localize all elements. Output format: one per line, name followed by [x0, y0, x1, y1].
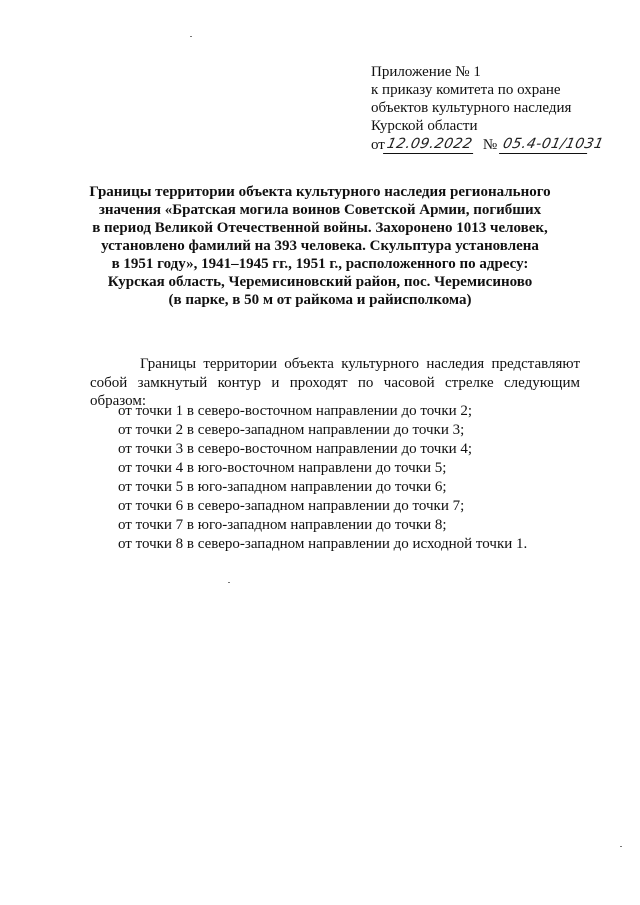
- boundary-point-item: от точки 2 в северо-западном направлении до точки 3;: [118, 422, 465, 438]
- title-line: (в парке, в 50 м от райкома и райисполкома): [168, 292, 472, 308]
- date-prefix: от: [371, 137, 385, 153]
- scan-speck: [228, 582, 230, 583]
- appendix-line: к приказу комитета по охране: [371, 82, 561, 98]
- scan-speck: [620, 846, 622, 847]
- number-prefix: №: [482, 137, 498, 153]
- appendix-line: Курской области: [371, 118, 478, 134]
- order-date: 12.09.2022: [383, 135, 477, 154]
- boundary-point-item: от точки 4 в юго-восточном направлени до точки 5;: [118, 460, 447, 476]
- boundary-point-item: от точки 6 в северо-западном направлении до точки 7;: [118, 498, 465, 514]
- order-number: 05.4-01/1031: [499, 135, 591, 154]
- order-reference: [371, 135, 621, 154]
- boundary-point-item: от точки 7 в юго-западном направлении до точки 8;: [118, 517, 447, 533]
- appendix-line: Приложение № 1: [371, 64, 481, 80]
- intro-paragraph: Границы территории объекта культурного наследия представляют собой замкнутый контур и проходят по часовой стрелке следующим образом:: [90, 356, 580, 409]
- boundary-points-list: [118, 402, 588, 554]
- scan-speck: [190, 36, 192, 37]
- boundary-point-item: от точки 5 в юго-западном направлении до точки 6;: [118, 479, 447, 495]
- title-line: установлено фамилий на 393 человека. Скульптура установлена: [101, 238, 539, 254]
- title-line: Курская область, Черемисиновский район, пос. Черемисиново: [107, 274, 533, 290]
- title-line: в 1951 году», 1941–1945 гг., 1951 г., расположенного по адресу:: [111, 256, 529, 272]
- title-line: значения «Братская могила воинов Советской Армии, погибших: [98, 202, 542, 218]
- boundary-point-item: от точки 3 в северо-восточном направлении до точки 4;: [118, 441, 473, 457]
- appendix-block: [371, 63, 621, 154]
- boundary-point-item: от точки 1 в северо-восточном направлении до точки 2;: [118, 403, 473, 419]
- appendix-line: объектов культурного наследия: [371, 100, 572, 116]
- title-line: в период Великой Отечественной войны. Захоронено 1013 человек,: [92, 220, 548, 236]
- title-line: Границы территории объекта культурного наследия регионального: [89, 184, 551, 200]
- boundary-point-item: от точки 8 в северо-западном направлении до исходной точки 1.: [118, 536, 528, 552]
- document-title: [60, 183, 580, 309]
